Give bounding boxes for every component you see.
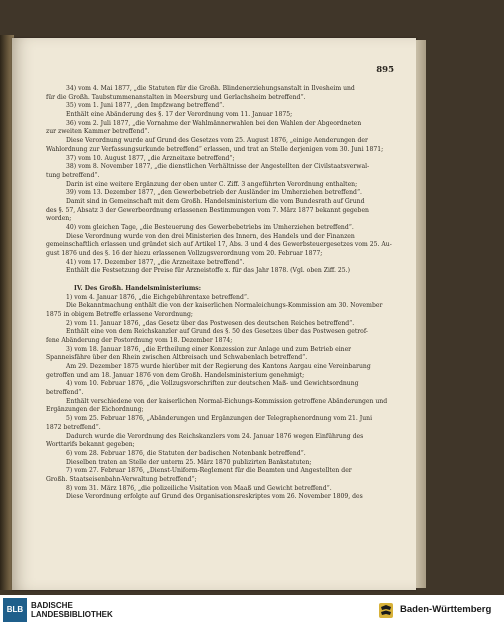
text-line: 36) vom 2. Juli 1877, „die Vornahme der Wahlmännerwahlen bei den Wahlen der Abgeordneten — [66, 119, 362, 127]
text-line: 7) vom 27. Februar 1876, „Dienst-Uniform-Reglement für die Beamten und Angestellten der — [66, 467, 352, 475]
text-line: 1872 betreffend“. — [46, 423, 101, 431]
text-line: 35) vom 1. Juni 1877, „den Impfzwang betreffend“. — [66, 102, 225, 110]
text-line: 34) vom 4. Mai 1877, „die Statuten für die Großh. Blindenerziehungsanstalt in Ilvesheim und — [66, 85, 355, 92]
text-line: getroffen und am 18. Januar 1876 von dem Großh. Handelsministerium genehmigt; — [46, 371, 305, 379]
text-line: 40) vom gleichen Tage, „die Besteuerung des Gewerbebetriebs im Umherziehen betreffend“. — [66, 224, 354, 231]
text-line: Großh. Staatseisenbahn-Verwaltung betreffend“; — [46, 475, 197, 483]
blb-logo[interactable]: BLB — [3, 598, 27, 622]
text-line: betreffend“. — [46, 389, 84, 397]
text-line: Am 29. Dezember 1875 wurde hierüber mit der Regierung des Kantons Aargau eine Vereinbarung — [66, 363, 371, 370]
text-line: 8) vom 31. März 1876, „die polizeiliche Visitation von Maaß und Gewicht betreffend“. — [66, 484, 332, 492]
text-line: Die Bekanntmachung enthält die von der kaiserlichen Normaleichungs-Kommission am 30. November — [66, 302, 383, 310]
text-line: für die Großh. Taubstummenanstalten in Meersburg und Gerlachsheim betreffend“. — [46, 93, 306, 101]
text-line: Spanneisfähre über den Rhein zwischen Altbreisach und Schwabenlach betreffend“. — [46, 354, 308, 362]
text-line: Enthält verschiedene von der kaiserlichen Normal-Eichungs-Kommission getroffene Abänderungen und — [66, 397, 388, 405]
text-line: 37) vom 10. August 1877, „die Arzneitaxe betreffend“; — [66, 154, 235, 162]
text-line: 6) vom 28. Februar 1876, die Statuten der badischen Notenbank betreffend“. — [66, 449, 306, 457]
text-line: Ergänzungen der Eichordnung; — [46, 406, 144, 414]
blb-name-line2: LANDESBIBLIOTHEK — [31, 610, 113, 619]
text-line: gust 1876 und des §. 16 der hiezu erlassenen Vollzugsverordnung vom 20. Februar 1877; — [46, 250, 323, 258]
text-line: Enthält eine Abänderung des §. 17 der Verordnung vom 11. Januar 1875; — [66, 111, 293, 119]
text-line: Damit sind in Gemeinschaft mit dem Großh. Handelsministerium die vom Bundesrath auf Grund — [66, 197, 365, 205]
text-line: Darin ist eine weitere Ergänzung der oben unter C. Ziff. 3 angeführten Verordnung enthalten; — [66, 180, 358, 188]
text-line: Diese Verordnung wurde auf Grund des Gesetzes vom 25. August 1876, „einige Aenderungen der — [66, 137, 368, 145]
page-number: 895 — [376, 65, 394, 75]
text-line: gemeinschaftlich erlassen und gründet sich auf Artikel 17, Abs. 3 und 4 des Gewerbsteuergesetzes vom 25. Au- — [46, 241, 392, 249]
text-line: worden; — [46, 215, 72, 223]
text-line: 2) vom 11. Januar 1876, „das Gesetz über das Postwesen des deutschen Reiches betreffend“. — [66, 319, 355, 327]
blb-name[interactable] — [31, 601, 113, 619]
text-line: fene Abänderung der Postordnung vom 18. Dezember 1874; — [46, 336, 233, 344]
text-line: 3) vom 18. Januar 1876, „die Ertheilung einer Konzession zur Anlage und zum Betrieb einer — [66, 345, 352, 353]
text-line: 1) vom 4. Januar 1876, „die Eichgebührentaxe betreffend“. — [66, 293, 249, 301]
text-line — [46, 276, 406, 285]
footer-bar — [0, 595, 504, 625]
page-body-text — [46, 85, 406, 502]
book-page — [12, 38, 416, 590]
text-line: Enthält eine von dem Reichskanzler auf Grund des §. 50 des Gesetzes über das Postwesen getrof- — [66, 328, 368, 336]
blb-name-line1: BADISCHE — [31, 601, 73, 610]
text-line: tung betreffend“. — [46, 171, 100, 179]
text-line: Worttarifs bekannt gegeben; — [46, 441, 135, 449]
page-stack-edge — [416, 40, 426, 588]
bw-name[interactable]: Baden-Württemberg — [400, 604, 492, 615]
text-line: Diese Verordnung erfolgte auf Grund des Organisationsreskriptes vom 26. November 1809, des — [66, 493, 363, 501]
text-line: zur zweiten Kammer betreffend“. — [46, 128, 150, 136]
text-line: Diese Verordnung wurde von den drei Ministerien des Innern, des Handels und der Finanzen — [66, 232, 355, 240]
text-line: 41) vom 17. Dezember 1877, „die Arzneitaxe betreffend“. — [66, 258, 245, 266]
text-line: des §. 57, Absatz 3 der Gewerbeordnung erlassenen Bestimmungen vom 7. März 1877 bekannt gegeben — [46, 206, 369, 214]
text-line: Dieselben traten an Stelle der unterm 25. März 1870 publizirten Bankstatuten; — [66, 458, 312, 466]
text-line: Enthält die Festsetzung der Preise für Arzneistoffe x. für das Jahr 1878. (Vgl. oben Ziff. 25.) — [66, 267, 350, 275]
text-line: 38) vom 8. November 1877, „die dienstlichen Verhältnisse der Angestellten der Civilstaatsverwal- — [66, 163, 370, 171]
text-line: 1875 in obigem Betreffe erlassene Verordnung; — [46, 310, 193, 318]
section-heading: IV. Des Großh. Handelsministeriums: — [74, 284, 201, 292]
coat-of-arms-icon — [377, 601, 395, 619]
text-line: Wahlordnung zur Verfassungsurkunde betreffend“ erlassen, und trat an Stelle derjenigen vom 30. Juni 1871; — [46, 145, 384, 153]
text-line: 4) vom 10. Februar 1876, „die Vollzugsvorschriften zur deutschen Maß- und Gewichtsordnung — [66, 380, 359, 388]
text-line: 39) vom 13. Dezember 1877, „den Gewerbebetrieb der Ausländer im Umherziehen betreffend“. — [66, 189, 362, 197]
text-line: 5) vom 25. Februar 1876, „Abänderungen und Ergänzungen der Telegraphenordnung vom 21. Juni — [66, 415, 373, 423]
text-line: Dadurch wurde die Verordnung des Reichskanzlers vom 24. Januar 1876 wegen Einführung des — [66, 432, 364, 440]
